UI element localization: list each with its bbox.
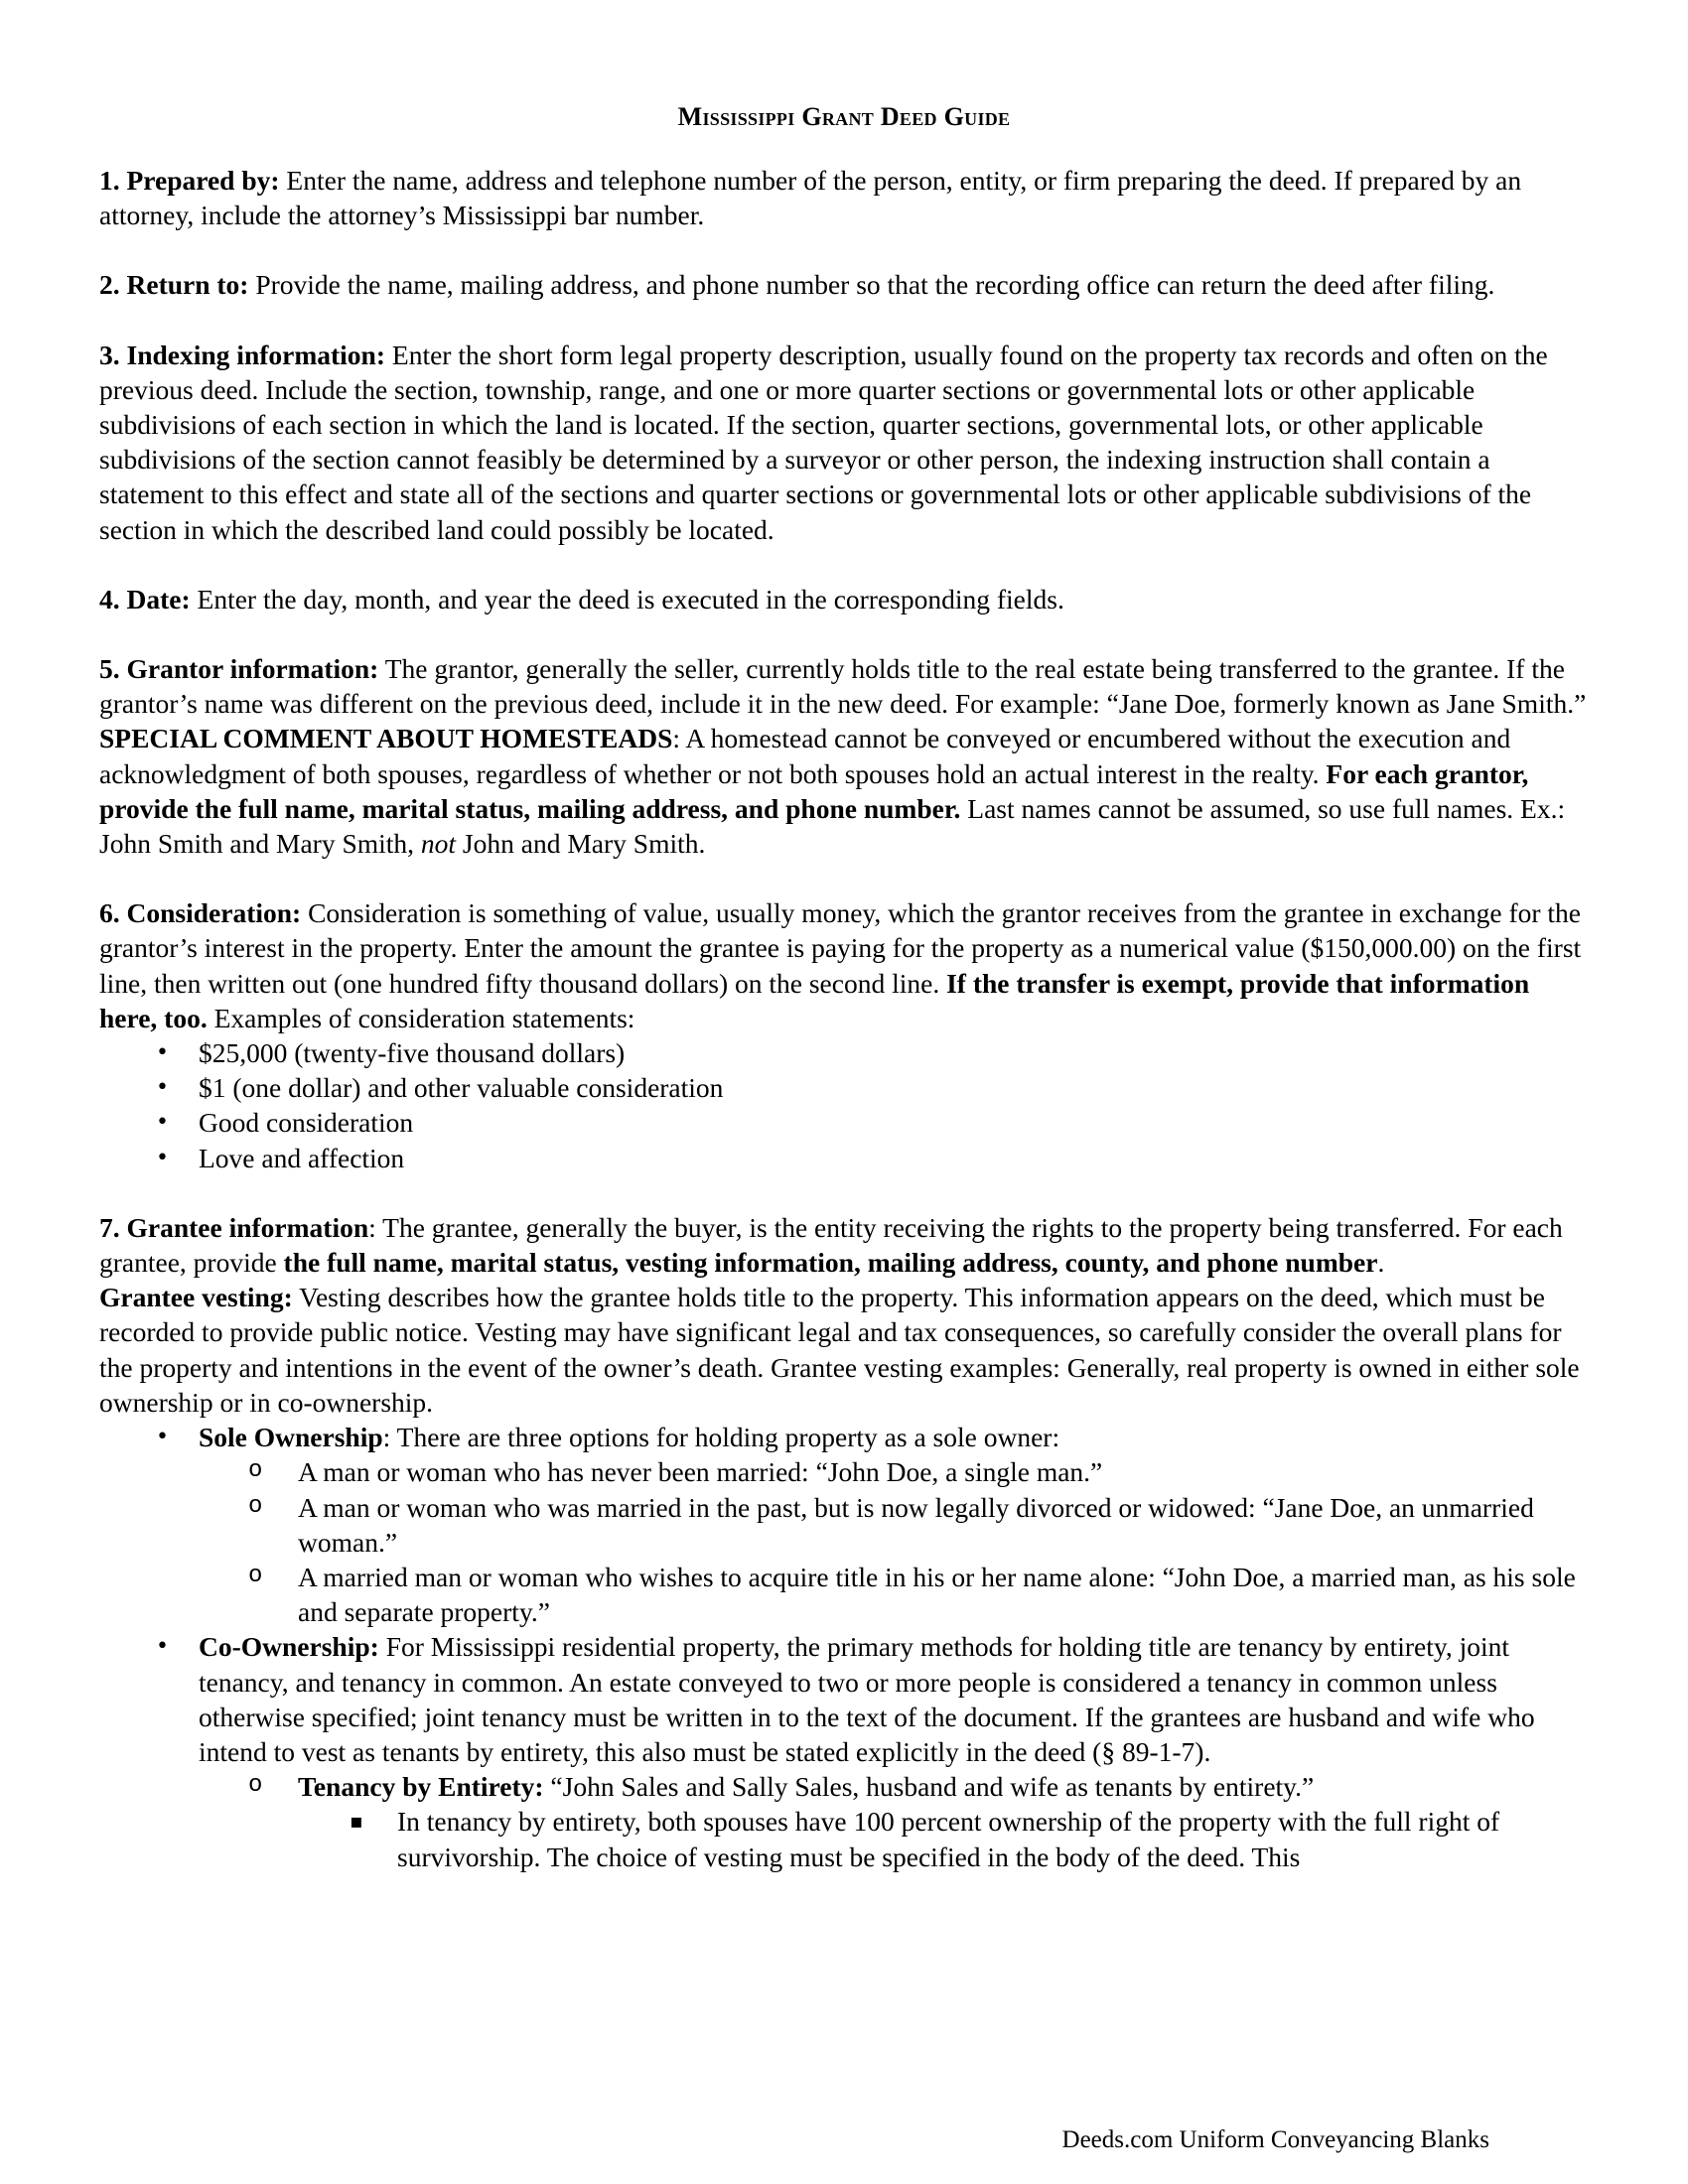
section-label: 6. Consideration: <box>99 897 302 929</box>
tenancy-by-entirety-details <box>298 1804 1589 1873</box>
section-return-to: 2. Return to: Provide the name, mailing address, and phone number so that the recording office can return the deed after filing. <box>99 269 1495 301</box>
section-grantee-information: 7. Grantee information: The grantee, generally the buyer, is the entity receiving the rights to the property being transferred. For each grantee, provide the full name, marital status, vesting information, mailing address, county, and phone number. Grantee vesting: Vesting describes how the grantee holds title to the property. This information appears on the deed, which must be recorded to provide public notice. Vesting may have significant legal and tax consequences, so carefully consider the overall plans for the property and intentions in the event of the owner’s death. Grantee vesting examples: Generally, real property is owned in either sole ownership or in co-ownership. • Sole Ownership: There are three options for holding property as a sole owner: o A man or woman who has never been married: “John Doe, a single man.” o A man or woman who was married in the past, but is now legally divorced or widowed: “Jane Doe, an unmarried woman.” o A married man or woman who wishes to acquire title in his or her name alone: “John Doe, a married man, as his sole and separate property.” • Co-Ownership: For Mississippi residential property, the primary methods for holding title are tenancy by entirety, joint tenancy, and tenancy in common. An estate conveyed to two or more people is considered a tenancy in common unless otherwise specified; joint tenancy must be written in to the text of the document. If the grantees are husband and wife who intend to vest as tenants by entirety, this also must be stated explicitly in the deed (§ 89-1-7). o Tenancy by Entirety: “John Sales and Sally Sales, husband and wife as tenants by entirety.” ▪ In tenancy by entirety, both spouses have 100 percent ownership of the property with the full right of survivorship. The choice of vesting must be specified in the body of the deed. This <box>99 1210 1589 1874</box>
page-footer: Deeds.com Uniform Conveyancing Blanks <box>1061 2126 1489 2153</box>
section-consideration: 6. Consideration: Consideration is something of value, usually money, which the grantor receives from the grantee in exchange for the grantor’s interest in the property. Enter the amount the grantee is paying for the property as a numerical value ($150,000.00) on the first line, then written out (one hundred fifty thousand dollars) on the second line. If the transfer is exempt, provide that information here, too. Examples of consideration statements: • $25,000 (twenty-five thousand dollars) • $1 (one dollar) and other valuable consideration • Good consideration • Love and affection <box>99 895 1589 1175</box>
list-item: o A man or woman who was married in the past, but is now legally divorced or widowed: “Jane Doe, an unmarried woman.” <box>199 1490 1589 1560</box>
section-grantor-information: 5. Grantor information: The grantor, generally the seller, currently holds title to the real estate being transferred to the grantee. If the grantor’s name was different on the previous deed, include it in the new deed. For example: “Jane Doe, formerly known as Jane Smith.” SPECIAL COMMENT ABOUT HOMESTEADS: A homestead cannot be conveyed or encumbered without the execution and acknowledgment of both spouses, regardless of whether or not both spouses hold an actual interest in the realty. For each grantor, provide the full name, marital status, mailing address, and phone number. Last names cannot be assumed, so use full names. Ex.: John Smith and Mary Smith, not John and Mary Smith. <box>99 653 1587 860</box>
co-ownership-options <box>99 1769 1589 1874</box>
list-item-sole-ownership: • Sole Ownership: There are three options for holding property as a sole owner: o A man or woman who has never been married: “John Doe, a single man.” o A man or woman who was married in the past, but is now legally divorced or widowed: “Jane Doe, an unmarried woman.” o A married man or woman who wishes to acquire title in his or her name alone: “John Doe, a married man, as his sole and separate property.” <box>99 1420 1589 1629</box>
section-indexing-information: 3. Indexing information: Enter the short form legal property description, usually found on the property tax records and often on the previous deed. Include the section, township, range, and one or more quarter sections or governmental lots or other applicable subdivisions of each section in which the land is located. If the section, quarter sections, governmental lots, or other applicable subdivisions of the section cannot feasibly be determined by a surveyor or other person, the indexing instruction shall contain a statement to this effect and state all of the sections and quarter sections or governmental lots or other applicable subdivisions of the section in which the described land could possibly be located. <box>99 339 1548 545</box>
section-label: 3. Indexing information: <box>99 339 386 370</box>
list-item: o A man or woman who has never been married: “John Doe, a single man.” <box>199 1454 1589 1489</box>
grantee-vesting: Grantee vesting: Vesting describes how the grantee holds title to the property. This information appears on the deed, which must be recorded to provide public notice. Vesting may have significant legal and tax consequences, so carefully consider the overall plans for the property and intentions in the event of the owner’s death. Grantee vesting examples: Generally, real property is owned in either sole ownership or in co-ownership. <box>99 1282 1580 1418</box>
section-label: 7. Grantee information <box>99 1211 369 1243</box>
list-item: • $25,000 (twenty-five thousand dollars) <box>99 1035 1589 1070</box>
vesting-list <box>99 1420 1589 1874</box>
section-label: 1. Prepared by: <box>99 165 280 196</box>
list-item-co-ownership: • Co-Ownership: For Mississippi residential property, the primary methods for holding title are tenancy by entirety, joint tenancy, and tenancy in common. An estate conveyed to two or more people is considered a tenancy in common unless otherwise specified; joint tenancy must be written in to the text of the document. If the grantees are husband and wife who intend to vest as tenants by entirety, this also must be stated explicitly in the deed (§ 89-1-7). o Tenancy by Entirety: “John Sales and Sally Sales, husband and wife as tenants by entirety.” ▪ In tenancy by entirety, both spouses have 100 percent ownership of the property with the full right of survivorship. The choice of vesting must be specified in the body of the deed. This <box>99 1629 1589 1873</box>
section-label: 5. Grantor information: <box>99 653 379 685</box>
list-item: • Love and affection <box>99 1141 1589 1175</box>
list-item-tenancy-by-entirety: o Tenancy by Entirety: “John Sales and Sally Sales, husband and wife as tenants by entirety.” ▪ In tenancy by entirety, both spouses have 100 percent ownership of the property with the full right of survivorship. The choice of vesting must be specified in the body of the deed. This <box>199 1769 1589 1874</box>
section-label: 4. Date: <box>99 583 191 614</box>
page-title: Mississippi Grant Deed Guide <box>677 102 1011 131</box>
document-page <box>99 99 1589 1874</box>
list-item: o A married man or woman who wishes to acquire title in his or her name alone: “John Doe, a married man, as his sole and separate property.” <box>199 1560 1589 1629</box>
list-item: • Good consideration <box>99 1105 1589 1140</box>
section-label: 2. Return to: <box>99 269 249 301</box>
consideration-examples-list <box>99 1035 1589 1175</box>
special-comment: SPECIAL COMMENT ABOUT HOMESTEADS <box>99 723 673 754</box>
section-prepared-by: 1. Prepared by: Enter the name, address and telephone number of the person, entity, or firm preparing the deed. If prepared by an attorney, include the attorney’s Mississippi bar number. <box>99 165 1522 231</box>
sole-ownership-options <box>99 1454 1589 1629</box>
list-item: • $1 (one dollar) and other valuable consideration <box>99 1070 1589 1105</box>
section-date: 4. Date: Enter the day, month, and year the deed is executed in the corresponding fields. <box>99 583 1064 614</box>
list-item: ▪ In tenancy by entirety, both spouses have 100 percent ownership of the property with the full right of survivorship. The choice of vesting must be specified in the body of the deed. This <box>298 1804 1589 1873</box>
